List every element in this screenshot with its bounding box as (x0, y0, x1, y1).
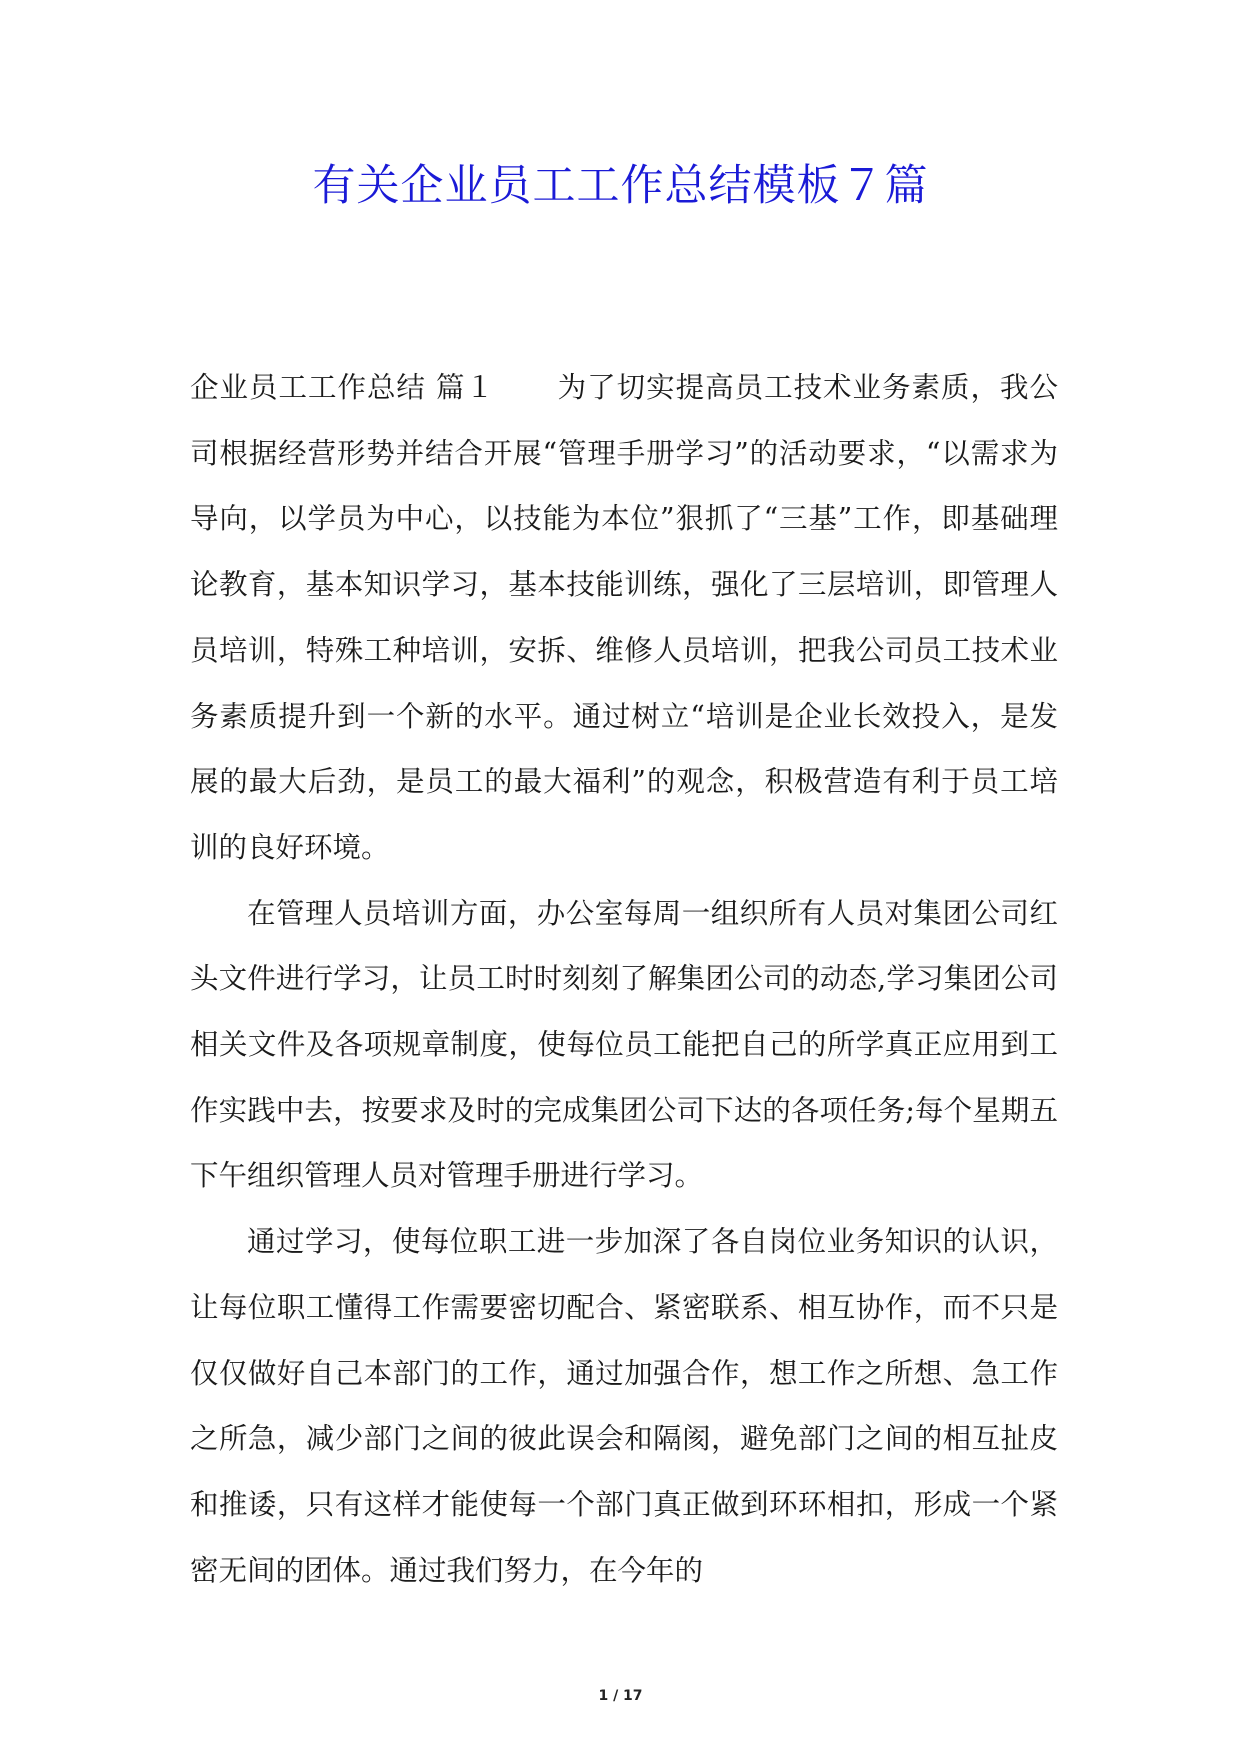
paragraph-1-text: 为了切实提高员工技术业务素质，我公司根据经营形势并结合开展“管理手册学习”的活动要求，“以需求为导向，以学员为中心，以技能为本位”狠抓了“三基”工作，即基础理论教育，基本知识学习，基本技能训练，强化了三层培训，即管理人员培训，特殊工种培训，安拆、维修人员培训，把我公司员工技术业务素质提升到一个新的水平。通过树立“培训是企业长效投入，是发展的最大后劲，是员工的最大福利”的观念，积极营造有利于员工培训的良好环境。 (190, 371, 1058, 864)
paragraph-1 (190, 355, 1058, 881)
paragraph-3: 通过学习，使每位职工进一步加深了各自岗位业务知识的认识，让每位职工懂得工作需要密切配合、紧密联系、相互协作，而不只是仅仅做好自己本部门的工作，通过加强合作，想工作之所想、急工作之所急，减少部门之间的彼此误会和隔阂，避免部门之间的相互扯皮和推诿，只有这样才能使每一个部门真正做到环环相扣，形成一个紧密无间的团体。通过我们努力，在今年的 (190, 1225, 1058, 1587)
document-body (190, 355, 1058, 1603)
document-title: 有关企业员工工作总结模板７篇 (312, 161, 929, 211)
page-number: 1 / 17 (598, 1688, 643, 1704)
paragraph-2: 在管理人员培训方面，办公室每周一组织所有人员对集团公司红头文件进行学习，让员工时时刻刻了解集团公司的动态,学习集团公司相关文件及各项规章制度，使每位员工能把自己的所学真正应用到工作实践中去，按要求及时的完成集团公司下达的各项任务;每个星期五下午组织管理人员对管理手册进行学习。 (190, 896, 1058, 1193)
section-heading: 企业员工工作总结 篇１ (190, 371, 495, 404)
